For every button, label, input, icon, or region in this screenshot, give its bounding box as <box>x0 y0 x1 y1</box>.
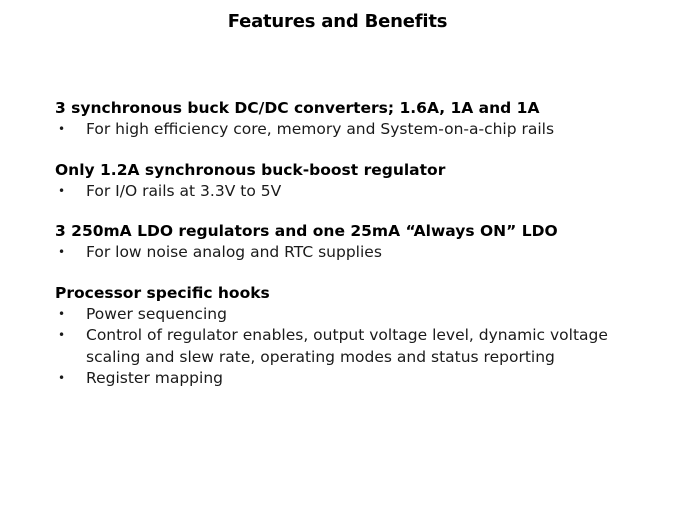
bullet-item <box>55 181 655 203</box>
bullet-text: Power sequencing <box>86 304 227 323</box>
bullet-list <box>55 181 655 203</box>
bullet-icon: • <box>58 328 66 342</box>
bullet-list <box>55 242 655 264</box>
bullet-text: For high efficiency core, memory and System-on-a-chip rails <box>86 120 555 138</box>
bullet-list <box>55 119 655 141</box>
bullet-icon: • <box>58 371 66 385</box>
bullet-list <box>55 304 655 390</box>
section-buck-converters <box>55 98 655 141</box>
bullet-icon: • <box>58 122 66 136</box>
bullet-icon: • <box>58 183 66 198</box>
section-ldo-regulators <box>55 221 655 264</box>
bullet-item <box>55 304 655 326</box>
slide-content <box>55 98 655 409</box>
section-processor-hooks <box>55 283 655 390</box>
bullet-text: For low noise analog and RTC supplies <box>86 243 382 261</box>
bullet-item <box>55 325 655 368</box>
section-buck-boost <box>55 160 655 203</box>
bullet-icon: • <box>58 306 66 321</box>
bullet-item <box>55 119 655 141</box>
bullet-icon: • <box>58 245 66 259</box>
bullet-text: Control of regulator enables, output voltage level, dynamic voltage scaling and slew rate, operating modes and status reporting <box>86 326 608 366</box>
bullet-text: For I/O rails at 3.3V to 5V <box>86 181 282 200</box>
section-heading: 3 250mA LDO regulators and one 25mA “Always ON” LDO <box>55 222 558 240</box>
section-heading: Only 1.2A synchronous buck-boost regulator <box>55 160 446 179</box>
bullet-item <box>55 242 655 264</box>
section-heading: Processor specific hooks <box>55 283 270 302</box>
slide-title: Features and Benefits <box>227 11 448 32</box>
bullet-text: Register mapping <box>86 369 223 387</box>
bullet-item <box>55 368 655 390</box>
section-heading: 3 synchronous buck DC/DC converters; 1.6A, 1A and 1A <box>55 99 540 117</box>
